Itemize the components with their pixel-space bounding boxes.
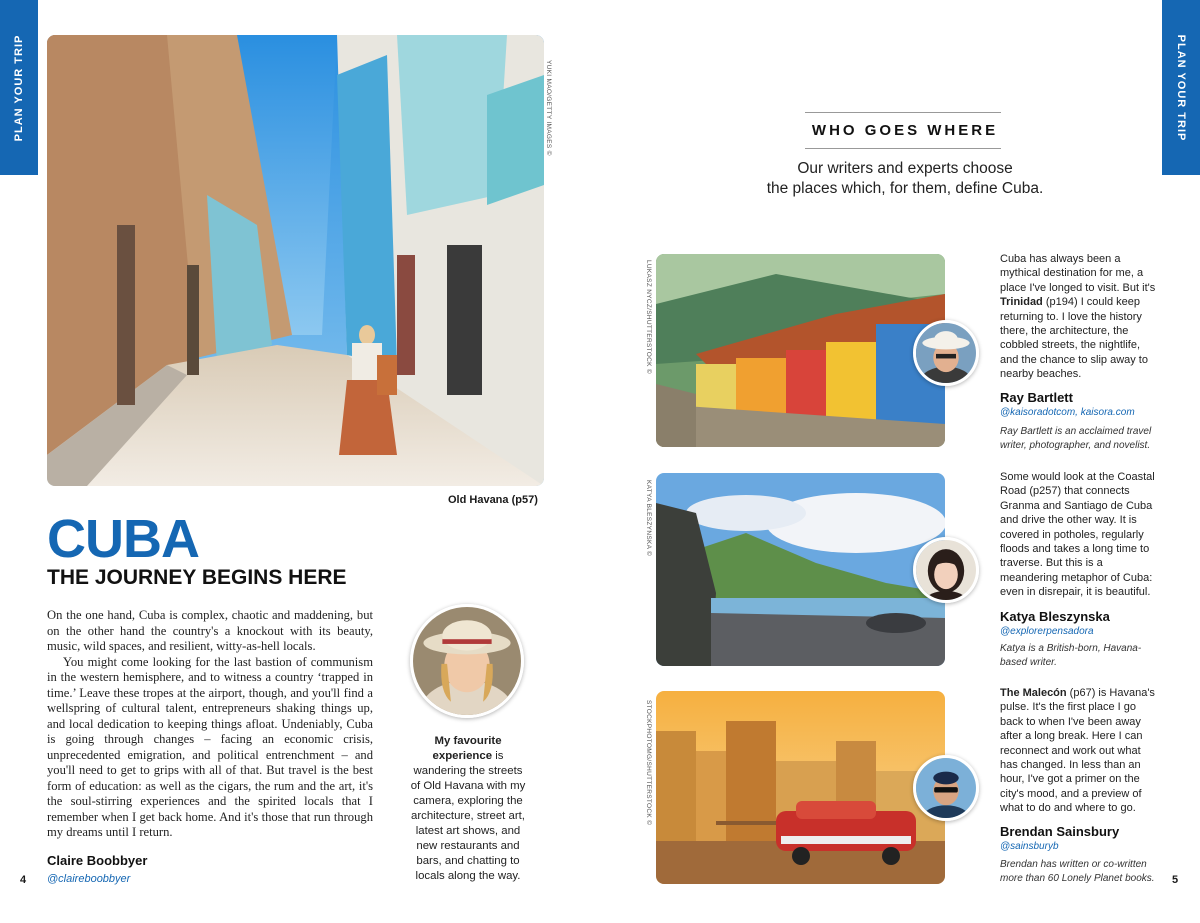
intro-text [47,608,373,841]
section-tab-label: PLAN YOUR TRIP [1175,34,1187,141]
author-name: Katya Bleszynska [1000,609,1110,624]
author-bio: Brendan has written or co-written more than 60 Lonely Planet books. [1000,859,1155,884]
portrait-brendan-sainsbury [913,755,979,821]
photo-coastal-road [656,473,945,666]
divider [805,112,1001,113]
hero-caption: Old Havana (p57) [448,494,538,506]
photo-credit: YUKI MAO/GETTY IMAGES © [545,60,552,156]
section-subtitle [740,159,1070,199]
photo-malecon [656,691,945,884]
page-title: CUBA [47,509,199,569]
portrait-ray-bartlett [913,320,979,386]
divider [805,148,1001,149]
page-number-right: 5 [1172,874,1179,886]
quote-trinidad: Cuba has always been a mythical destination for me, a place I've longed to visit. But it's Trinidad (p194) I could keep returning to. I love the history there, the architecture, the cobbled streets, the nightlife, and the chance to slip away to nearby beaches. [1000,253,1156,381]
quote-coastal-road: Some would look at the Coastal Road (p257) that connects Granma and Santiago de Cuba and drive the other way. It is covered in potholes, regularly floods and takes a long time to traverse. But this is a meandering metaphor of Cuba: even in disrepair, it is beautiful. [1000,471,1155,599]
author-bio: Katya is a British-born, Havana-based writer. [1000,643,1142,668]
section-tab-right [1162,0,1200,175]
hero-photo-old-havana [47,35,544,486]
author-bio: Ray Bartlett is an acclaimed travel writer, photographer, and novelist. [1000,426,1152,451]
page-subtitle: THE JOURNEY BEGINS HERE [47,566,347,589]
author-name: Brendan Sainsbury [1000,824,1120,839]
section-title: WHO GOES WHERE [811,122,999,139]
photo-credit: KATYA BLESZYNSKA © [645,480,652,557]
author-handle: @explorerpensadora [1000,626,1094,637]
photo-trinidad [656,254,945,447]
quote-malecon: The Malecón (p67) is Havana's pulse. It's the first place I go back to when I've been away after a long break. Here I can reconnect and work out what has changed. In less than an hour, I've got a primer on the city's mood, and a preview of what to do and where to go. [1000,687,1155,815]
author-name: Claire Boobbyer [47,853,148,868]
author-handle: @sainsburyb [1000,841,1059,852]
favourite-lead: My favourite experience [432,735,502,762]
photo-credit: LUKASZ NYCZ/SHUTTERSTOCK © [645,260,652,374]
section-subtitle-line: Our writers and experts choose [797,160,1013,177]
section-subtitle-line: the places which, for them, define Cuba. [766,180,1044,197]
section-tab-label: PLAN YOUR TRIP [13,34,25,141]
author-name: Ray Bartlett [1000,390,1073,405]
intro-paragraph: You might come looking for the last bastion of communism in the western hemisphere, and to witness a country ‘trapped in time.’ Leave these tropes at the airport, though, and you'll find a wellspring of cultural talent, entrepreneurs shaking things up, and local dedication to keeping things afloat. Undeniably, Cuba is going through changes – facing an economic crisis, unprecedented emigration, and political entrenchment – and you'll need to get to grips with all of that. But travel is the best form of education: as well as the cigars, the rum and the art, it's the soul-stirring experiences and the spirited locals that I remember when I get back home. And it's those that run through my dreams until I return. [47,654,373,839]
photo-credit: STOCKPHOTOMG/SHUTTERSTOCK © [645,700,652,826]
section-tab-left [0,0,38,175]
author-portrait [410,604,524,718]
page-number-left: 4 [20,874,27,886]
favourite-experience [408,734,528,884]
author-handle: @claireboobbyer [47,873,131,885]
place-name: Trinidad [1000,296,1043,309]
favourite-text: is wandering the streets of Old Havana with my camera, exploring the architecture, street art, latest art shows, and new restaurants and bars, and chatting to locals along the way. [410,750,526,882]
intro-paragraph: On the one hand, Cuba is complex, chaotic and maddening, but on the other hand the country's a knockout with its beauty, music, wild spaces, and resilient, witty-as-hell locals. [47,608,373,653]
author-handle: @kaisoradotcom, kaisora.com [1000,407,1135,418]
place-name: The Malecón [1000,687,1067,699]
portrait-katya-bleszynska [913,537,979,603]
